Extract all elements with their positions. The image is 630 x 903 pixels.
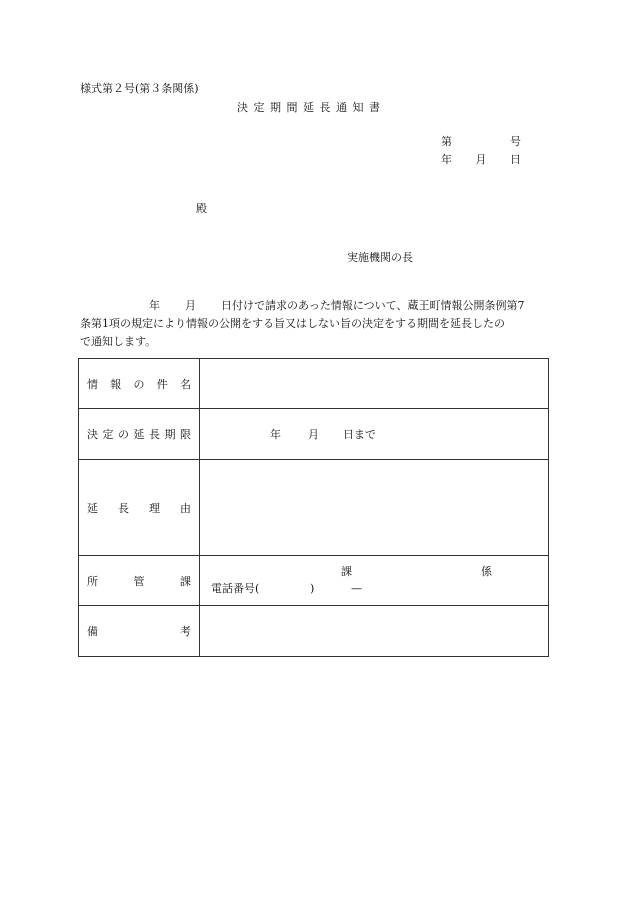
remarks-value-cell[interactable]	[200, 606, 549, 657]
sender-title: 実施機関の長	[347, 251, 413, 264]
label-char: 定	[102, 428, 114, 441]
department-label-cell	[79, 556, 200, 606]
remarks-label	[79, 623, 199, 639]
subject-label	[79, 376, 199, 392]
issue-date-year: 年	[441, 153, 452, 166]
document-number	[441, 135, 521, 149]
body-line-1-text: 日付けで請求のあった情報について、蔵王町情報公開条例第7	[221, 299, 525, 312]
deadline-year: 年	[270, 428, 281, 441]
label-char: 課	[180, 574, 191, 588]
label-char: 期	[164, 428, 176, 441]
label-char: 情	[87, 377, 98, 391]
subject-label-cell	[79, 359, 200, 409]
table-row-subject	[79, 359, 549, 409]
label-char: 報	[110, 377, 122, 391]
reason-value-cell[interactable]	[200, 460, 549, 556]
body-line-2: 条第1項の規定により情報の公開をする旨又はしない旨の決定をする期間を延長したの	[80, 317, 505, 330]
deadline-month: 月	[308, 428, 319, 441]
phone-label: 電話番号(	[211, 582, 260, 595]
deadline-label	[79, 426, 199, 442]
document-title: 決 定 期 間 延 長 通 知 書	[237, 101, 381, 114]
label-char: 管	[133, 574, 145, 588]
label-char: 件	[156, 377, 168, 391]
label-char: 名	[180, 377, 191, 391]
department-value-cell[interactable]	[200, 556, 549, 606]
label-char: 所	[87, 574, 98, 588]
subject-value-cell[interactable]	[200, 359, 549, 409]
form-number: 様式第２号(第３条関係)	[80, 82, 199, 95]
label-char: 備	[87, 625, 98, 638]
deadline-until: 日まで	[343, 428, 376, 441]
issue-date	[441, 153, 521, 167]
label-char: 決	[87, 428, 98, 441]
notice-body	[80, 297, 550, 351]
department-ka: 課	[341, 565, 352, 578]
remarks-label-cell	[79, 606, 200, 657]
table-row-department	[79, 556, 549, 606]
issue-date-day: 日	[510, 153, 521, 166]
deadline-value-cell[interactable]	[200, 409, 549, 460]
reason-label-cell	[79, 460, 200, 556]
label-char: の	[118, 428, 129, 441]
phone-dash: —	[351, 582, 362, 595]
doc-number-suffix: 号	[510, 135, 521, 148]
label-char: 限	[180, 428, 191, 441]
label-char: 長	[118, 501, 129, 515]
label-char: の	[133, 377, 145, 391]
table-row-remarks	[79, 606, 549, 657]
issue-date-month: 月	[475, 153, 487, 166]
label-char: 理	[149, 501, 160, 515]
body-line-1	[80, 297, 550, 315]
label-char: 延	[87, 501, 98, 515]
notice-form-table	[78, 358, 549, 657]
addressee-suffix: 殿	[196, 202, 207, 215]
body-month: 月	[185, 299, 196, 312]
table-row-extension-reason	[79, 460, 549, 556]
department-kakari: 係	[481, 565, 492, 578]
doc-number-prefix: 第	[441, 135, 452, 148]
deadline-label-cell	[79, 409, 200, 460]
body-year: 年	[149, 299, 160, 312]
department-label	[79, 573, 199, 589]
label-char: 考	[180, 625, 191, 638]
reason-label	[79, 500, 199, 516]
phone-close-paren: )	[310, 582, 315, 595]
label-char: 長	[149, 428, 160, 441]
table-row-extension-deadline	[79, 409, 549, 460]
label-char: 延	[133, 428, 145, 441]
body-line-3: で通知します。	[80, 335, 157, 348]
label-char: 由	[180, 501, 191, 515]
